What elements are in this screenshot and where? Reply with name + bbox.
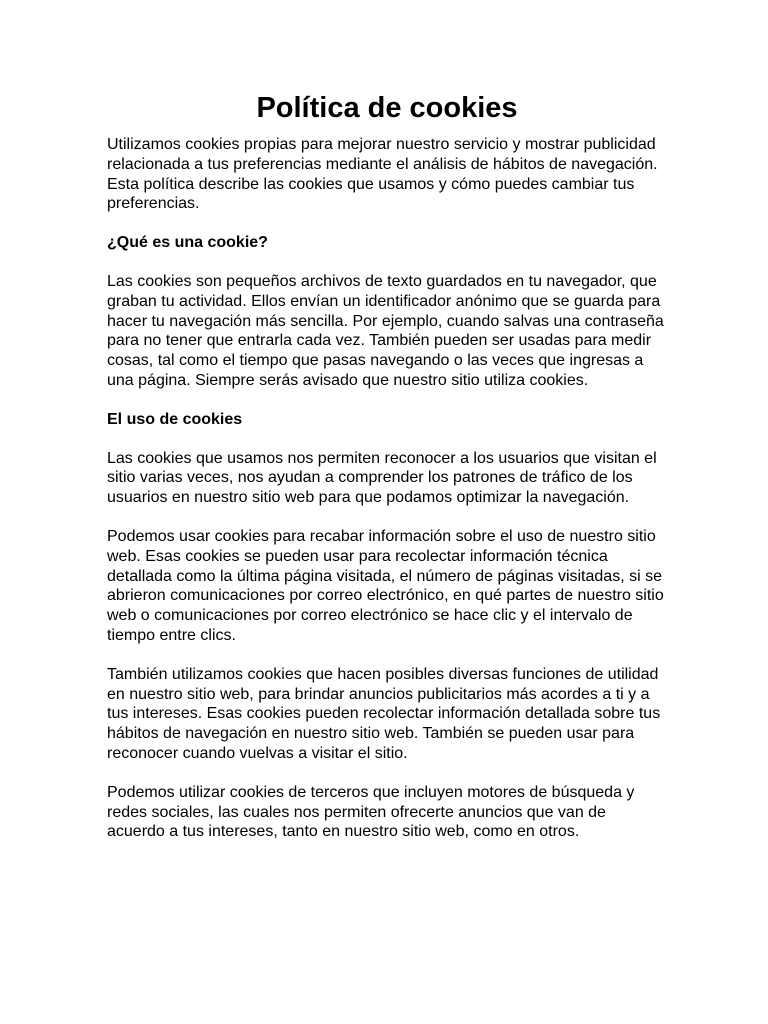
cookie-use-paragraph-2: Podemos usar cookies para recabar información sobre el uso de nuestro sitio web. Esas cookies se pueden usar para recolectar información técnica detallada como la última página visitada, el número de páginas visitadas, si se abrieron comunicaciones por correo electrónico, en qué partes de nuestro sitio web o comunicaciones por correo electrónico se hace clic y el intervalo de tiempo entre clics.	[107, 527, 664, 644]
what-is-cookie-paragraph: Las cookies son pequeños archivos de texto guardados en tu navegador, que graban tu actividad. Ellos envían un identificador anónimo que se guarda para hacer tu navegación más sencilla. Por ejemplo, cuando salvas una contraseña para no tener que entrarla cada vez. También pueden ser usadas para medir cosas, tal como el tiempo que pasas navegando o las veces que ingresas a una página. Siempre serás avisado que nuestro sitio utiliza cookies.	[107, 272, 664, 389]
intro-paragraph: Utilizamos cookies propias para mejorar nuestro servicio y mostrar publicidad relacionada a tus preferencias mediante el análisis de hábitos de navegación. Esta política describe las cookies que usamos y cómo puedes cambiar tus preferencias.	[107, 136, 658, 213]
document-page	[107, 88, 667, 842]
cookie-use-paragraph-4: Podemos utilizar cookies de terceros que incluyen motores de búsqueda y redes sociales, las cuales nos permiten ofrecerte anuncios que van de acuerdo a tus intereses, tanto en nuestro sitio web, como en otros.	[107, 783, 635, 841]
section-heading-what-is-cookie: ¿Qué es una cookie?	[107, 234, 268, 252]
cookie-use-paragraph-3: También utilizamos cookies que hacen posibles diversas funciones de utilidad en nuestro sitio web, para brindar anuncios publicitarios más acordes a ti y a tus intereses. Esas cookies pueden recolectar información detallada sobre tus hábitos de navegación en nuestro sitio web. También se pueden usar para reconocer cuando vuelvas a visitar el sitio.	[107, 665, 661, 762]
page-title: Política de cookies	[256, 92, 518, 124]
cookie-use-paragraph-1: Las cookies que usamos nos permiten reconocer a los usuarios que visitan el sitio varias veces, nos ayudan a comprender los patrones de tráfico de los usuarios en nuestro sitio web para que podamos optimizar la navegación.	[107, 449, 657, 507]
section-heading-cookie-use: El uso de cookies	[107, 410, 243, 428]
